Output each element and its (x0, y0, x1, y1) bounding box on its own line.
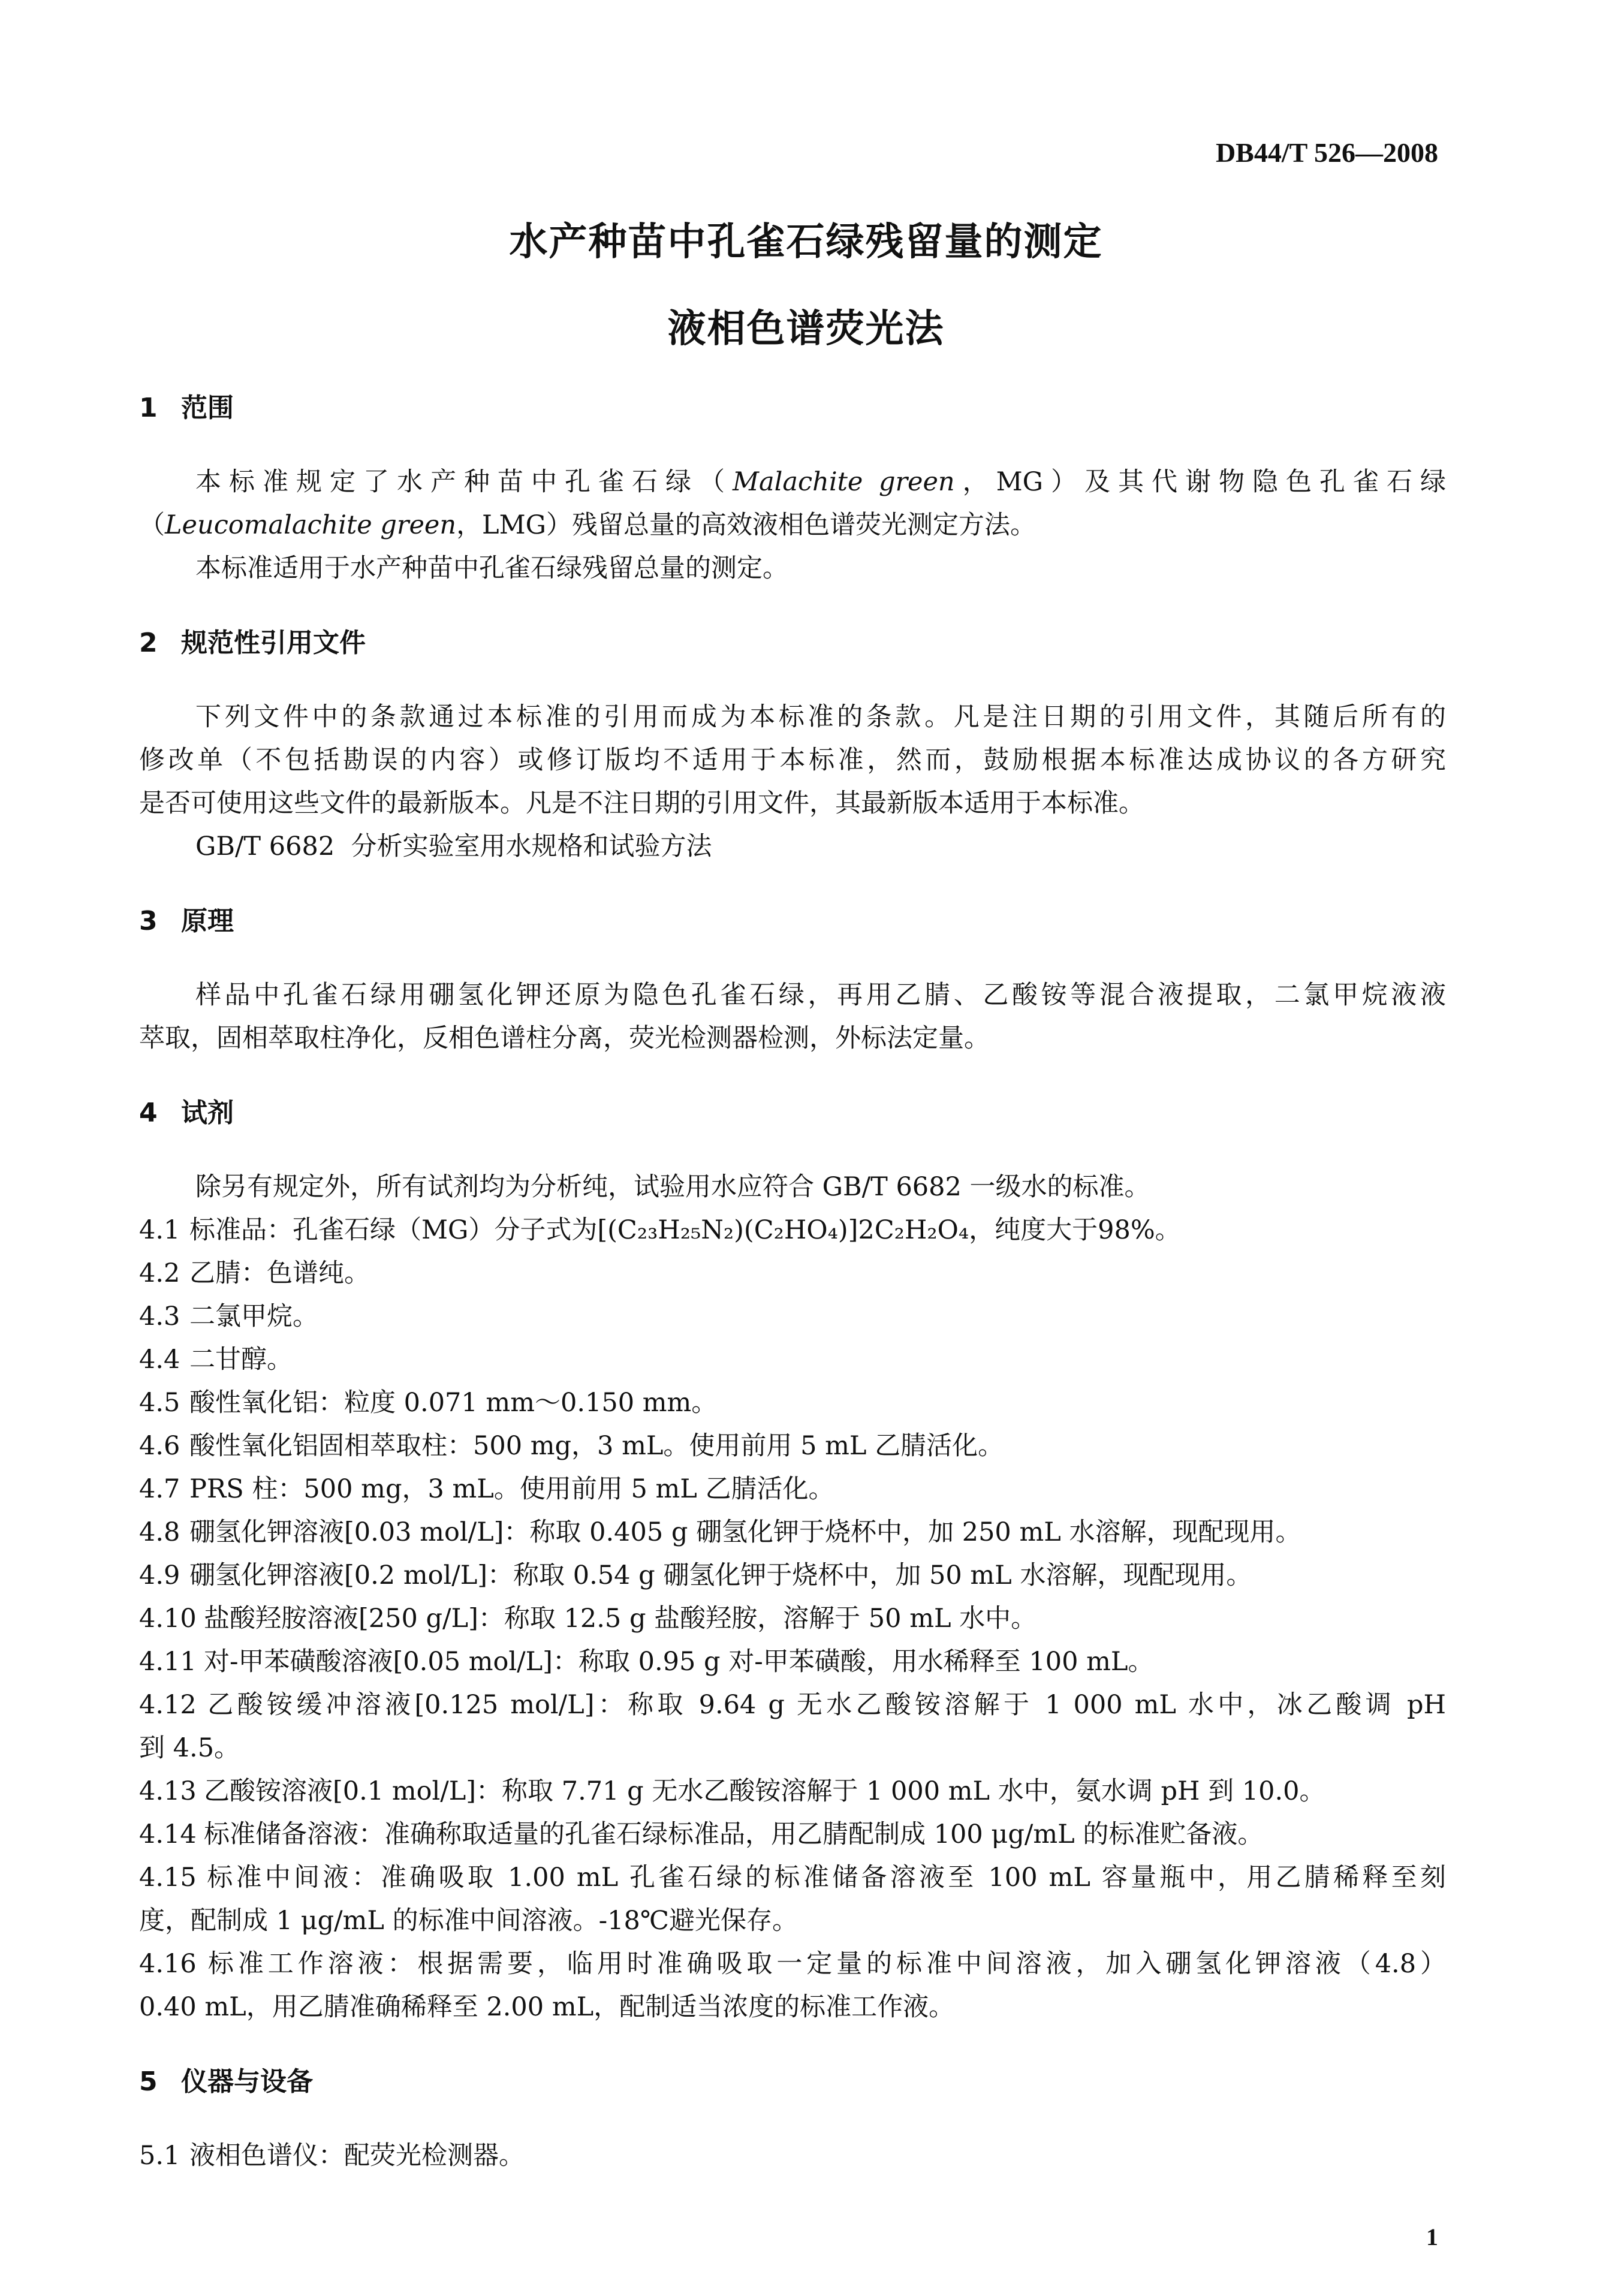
list-item: 5.1 液相色谱仪：配荧光检测器。 (139, 2141, 525, 2171)
list-item: 4.16 标准工作溶液：根据需要，临用时准确吸取一定量的标准中间溶液，加入硼氢化钾溶液（4.8） (139, 1949, 1446, 1979)
page-number: 1 (1426, 2223, 1438, 2250)
list-item-continuation: 到 4.5。 (139, 1733, 240, 1763)
reference-entry: GB/T 6682 分析实验室用水规格和试验方法 (195, 831, 712, 861)
list-item: 4.3 二氯甲烷。 (139, 1301, 318, 1331)
list-item-continuation: 度，配制成 1 μg/mL 的标准中间溶液。-18℃避光保存。 (139, 1906, 798, 1936)
section-heading-principle (139, 903, 1446, 940)
section-number: 4 (139, 1098, 158, 1128)
latin-term: Malachite green (732, 467, 955, 497)
list-item: 4.5 酸性氧化铝：粒度 0.071 mm～0.150 mm。 (139, 1388, 718, 1418)
section-title: 范围 (181, 393, 234, 423)
list-item: 4.2 乙腈：色谱纯。 (139, 1258, 370, 1288)
section-title: 规范性引用文件 (181, 628, 366, 658)
list-item: 4.14 标准储备溶液：准确称取适量的孔雀石绿标准品，用乙腈配制成 100 μg/mL 的标准贮备液。 (139, 1819, 1264, 1849)
list-item: 4.6 酸性氧化铝固相萃取柱：500 mg，3 mL。使用前用 5 mL 乙腈活化。 (139, 1431, 1004, 1461)
list-item: 4.10 盐酸羟胺溶液[250 g/L]：称取 12.5 g 盐酸羟胺，溶解于 50 mL 水中。 (139, 1604, 1037, 1634)
document-subtitle: 液相色谱荧光法 (667, 307, 945, 351)
paragraph-line: 除另有规定外，所有试剂均为分析纯，试验用水应符合 GB/T 6682 一级水的标准。 (195, 1172, 1150, 1202)
paragraph-line: 是否可使用这些文件的最新版本。凡是不注日期的引用文件，其最新版本适用于本标准。 (139, 788, 1144, 818)
section-number: 5 (139, 2066, 158, 2097)
document-title: 水产种苗中孔雀石绿残留量的测定 (509, 220, 1103, 264)
paragraph-line: 萃取，固相萃取柱净化，反相色谱柱分离，荧光检测器检测，外标法定量。 (139, 1023, 990, 1053)
list-item: 4.8 硼氢化钾溶液[0.03 mol/L]：称取 0.405 g 硼氢化钾于烧杯中，加 250 mL 水溶解，现配现用。 (139, 1517, 1301, 1547)
section-heading-normative-references (139, 625, 1446, 662)
list-item: 4.12 乙酸铵缓冲溶液[0.125 mol/L]：称取 9.64 g 无水乙酸铵溶解于 1 000 mL 水中，冰乙酸调 pH (139, 1690, 1446, 1720)
paragraph-line: 修改单（不包括勘误的内容）或修订版均不适用于本标准，然而，鼓励根据本标准达成协议的各方研究 (139, 745, 1446, 775)
section-number: 2 (139, 628, 158, 658)
section-title: 试剂 (181, 1098, 234, 1128)
paragraph-line: （Leucomalachite green，LMG）残留总量的高效液相色谱荧光测定方法。 (139, 510, 1036, 540)
list-item: 4.1 标准品：孔雀石绿（MG）分子式为[(C₂₃H₂₅N₂)(C₂HO₄)]2C₂H₂O₄，纯度大于98%。 (139, 1215, 1181, 1245)
standard-code: DB44/T 526—2008 (1215, 137, 1438, 168)
paragraph-line: 本标准适用于水产种苗中孔雀石绿残留总量的测定。 (195, 553, 788, 583)
list-item: 4.7 PRS 柱：500 mg，3 mL。使用前用 5 mL 乙腈活化。 (139, 1474, 834, 1504)
list-item: 4.15 标准中间液：准确吸取 1.00 mL 孔雀石绿的标准储备溶液至 100 mL 容量瓶中，用乙腈稀释至刻 (139, 1863, 1446, 1893)
paragraph-line: 样品中孔雀石绿用硼氢化钾还原为隐色孔雀石绿，再用乙腈、乙酸铵等混合液提取，二氯甲烷液液 (195, 980, 1446, 1010)
paragraph-line: 本标准规定了水产种苗中孔雀石绿（Malachite green，MG）及其代谢物隐色孔雀石绿 (195, 467, 1446, 497)
list-item: 4.13 乙酸铵溶液[0.1 mol/L]：称取 7.71 g 无水乙酸铵溶解于 1 000 mL 水中，氨水调 pH 到 10.0。 (139, 1776, 1325, 1806)
section-title: 仪器与设备 (181, 2066, 313, 2097)
section-heading-reagents (139, 1095, 1446, 1132)
section-title: 原理 (181, 906, 234, 936)
list-item: 4.11 对-甲苯磺酸溶液[0.05 mol/L]：称取 0.95 g 对-甲苯磺酸，用水稀释至 100 mL。 (139, 1647, 1154, 1677)
section-heading-apparatus (139, 2063, 1446, 2101)
list-item: 4.4 二甘醇。 (139, 1345, 293, 1375)
list-item-continuation: 0.40 mL，用乙腈准确稀释至 2.00 mL，配制适当浓度的标准工作液。 (139, 1992, 955, 2022)
paragraph-line: 下列文件中的条款通过本标准的引用而成为本标准的条款。凡是注日期的引用文件，其随后所有的 (195, 702, 1446, 732)
section-number: 1 (139, 393, 158, 423)
list-item: 4.9 硼氢化钾溶液[0.2 mol/L]：称取 0.54 g 硼氢化钾于烧杯中，加 50 mL 水溶解，现配现用。 (139, 1560, 1252, 1590)
section-number: 3 (139, 906, 158, 936)
document-body (139, 390, 1446, 2177)
latin-term: Leucomalachite green (165, 510, 457, 540)
section-heading-scope (139, 390, 1446, 427)
